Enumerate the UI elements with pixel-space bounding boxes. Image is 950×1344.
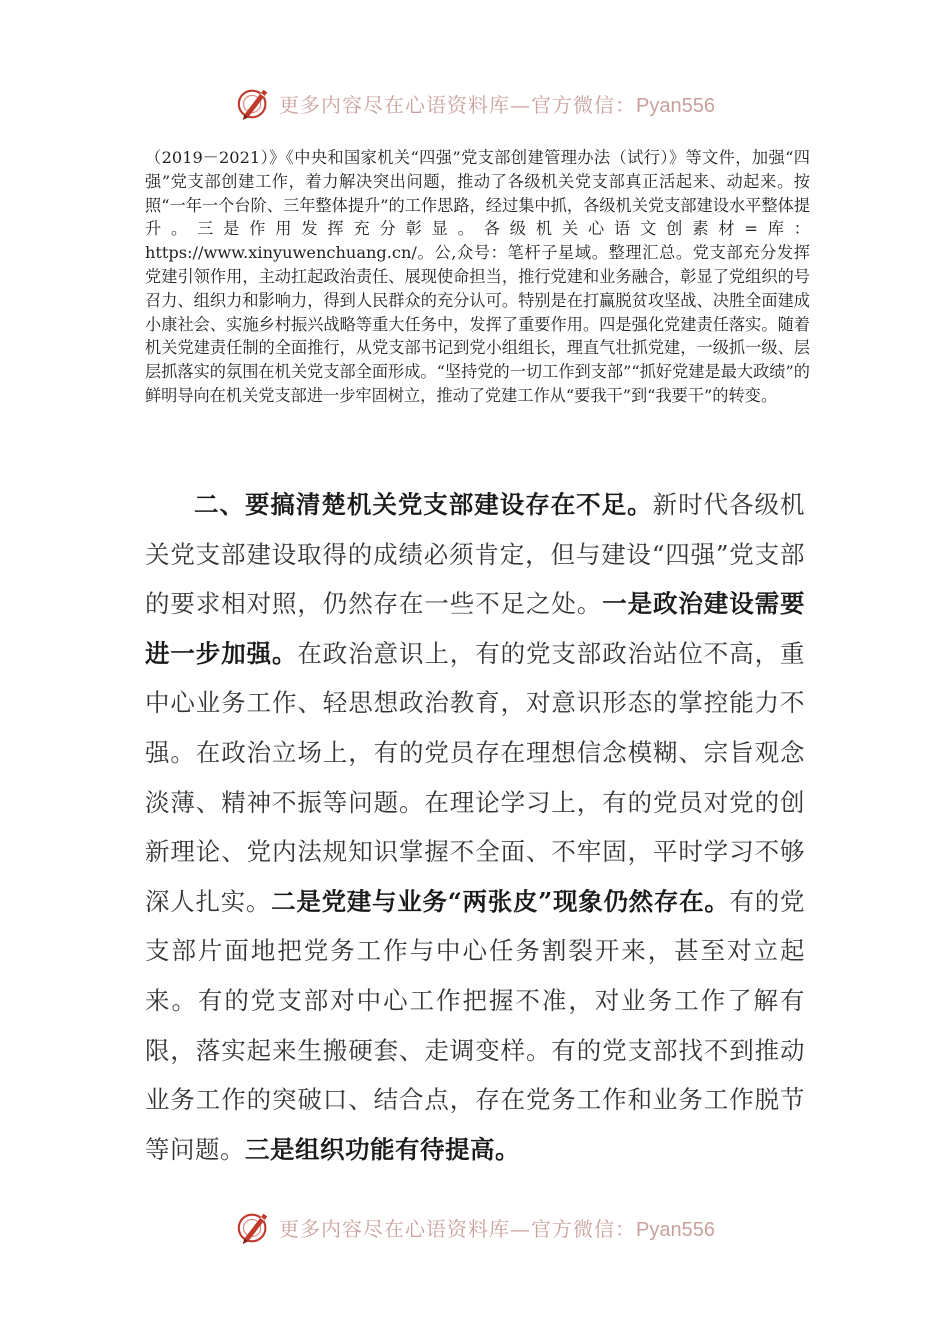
point-one-heading: 一是政治建设需要进一步加强。 — [145, 589, 806, 668]
section-two-intro: 新时代各级机关党支部建设取得的成绩必须肯定，但与建设“四强”党支部的要求相对照，仍然存在一些不足之处。 — [145, 490, 806, 619]
banner-text: 更多内容尽在心语资料库—官方微信：Pyan556 — [279, 1216, 715, 1241]
footer-banner — [0, 1202, 950, 1252]
pen-logo-icon — [235, 1208, 273, 1246]
point-two-text: 有的党支部片面地把党务工作与中心任务割裂开来，甚至对立起来。有的党支部对中心工作把握不准，对业务工作了解有限，落实起来生搬硬套、走调变样。有的党支部找不到推动业务工作的突破口、结合点，存在党务工作和业务工作脱节等问题。 — [145, 886, 806, 1164]
pen-logo-icon — [235, 84, 273, 122]
banner-text: 更多内容尽在心语资料库—官方微信：Pyan556 — [279, 92, 715, 117]
wechat-id: Pyan556 — [636, 94, 715, 117]
point-three-heading: 三是组织功能有待提高。 — [245, 1134, 520, 1164]
point-one-text: 在政治意识上，有的党支部政治站位不高，重中心业务工作、轻思想政治教育，对意识形态的掌控能力不强。在政治立场上，有的党员存在理想信念模糊、宗旨观念淡薄、精神不振等问题。在理论学习上，有的党员对党的创新理论、党内法规知识掌握不全面、不牢固，平时学习不够深人扎实。 — [145, 638, 806, 916]
wechat-id: Pyan556 — [636, 1218, 715, 1241]
section-two-paragraph — [145, 480, 805, 1174]
continued-paragraph: （2019－2021）》《中央和国家机关“四强”党支部创建管理办法（试行）》等文件，加强“四强”党支部创建工作，着力解决突出问题，推动了各级机关党支部真正活起来、动起来。按照“一年一个台阶、三年整体提升”的工作思路，经过集中抓，各级机关党支部建设水平整体提升。三是作用发挥充分彰显。各级机关心语文创素材=库：https://www.xinyuwenchuang.cn/。公,众号：笔杆子星域。整理汇总。党支部充分发挥党建引领作用，主动扛起政治责任、展现使命担当，推行党建和业务融合，彰显了党组织的号召力、组织力和影响力，得到人民群众的充分认可。特别是在打赢脱贫攻坚战、决胜全面建成小康社会、实施乡村振兴战略等重大任务中，发挥了重要作用。四是强化党建责任落实。随着机关党建责任制的全面推行，从党支部书记到党小组组长，理直气壮抓党建，一级抓一级、层层抓落实的氛围在机关党支部全面形成。“坚持党的一切工作到支部”“抓好党建是最大政绩”的鲜明导向在机关党支部进一步牢固树立，推动了党建工作从“要我干”到“我要干”的转变。 — [145, 148, 810, 405]
header-banner — [0, 78, 950, 128]
point-two-heading: 二是党建与业务“两张皮”现象仍然存在。 — [271, 886, 730, 916]
section-two-heading: 二、要搞清楚机关党支部建设存在不足。 — [194, 490, 653, 519]
